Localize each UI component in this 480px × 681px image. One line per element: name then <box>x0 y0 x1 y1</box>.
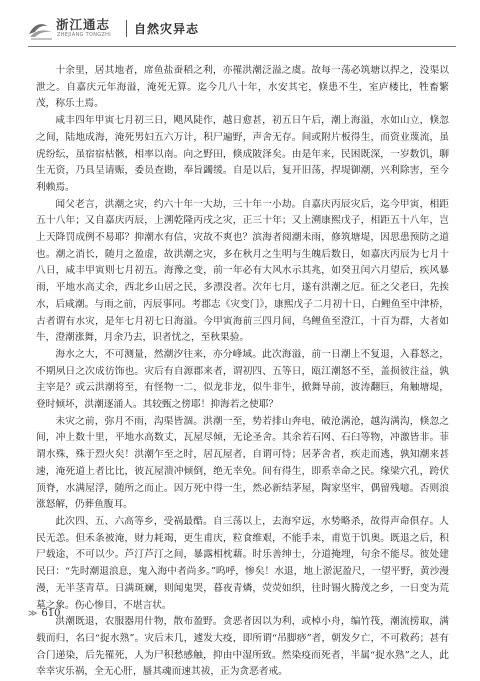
book-subtitle: ZHEJIANG TONGZHI <box>57 32 111 38</box>
section-title: 自然灾异志 <box>134 22 200 36</box>
book-logo <box>28 14 124 44</box>
chevron-right-icon: ≫ <box>28 608 38 619</box>
page-number: 610 <box>41 608 61 619</box>
paragraph: 海水之大，不可测量，然潮汐往来，亦分峰域。此次海溢，前一日潮上不复退，入暮怒之，不期夙日之次成彷饰也。灾后有自源郡来者，谓初四、五等日，瓯江潮怒不至，盖损彼注益，孰主宰是？或云洪潮将至，有怪物一二，似龙非龙，似牛非牛，掀舞导前，波涛翻巨，角触塘堤，登时倾坏，洪潮逐涌人。其较甄之傍耶！抑海若之使耶？ <box>36 348 449 411</box>
paragraph: 未灾之前，弥月不雨，沟渠皆涸。洪潮一至，势若排山奔电，破沧满沧，越沟满沟，倏忽之间，冲上数十里，平地水高数丈，瓦屋尽倾，无论圣舍。其余若石网、石臼等物，冲激皆非。菲谓水殊，殊于烈火矣！洪潮乍至之时，居瓦屋者，自谓可恃；居茅舍者，疾走而逃，孰知潮来甚速，淹死道上者比比，彼瓦屋溃冲倾倒，绝无幸免。间有得生，即系幸命之民。缘梁穴孔，跨伏顶脊，水满屋浮，随所之而止。因万死中得一生，然必新结茅屋，陶家坚牢，偶留残噫。否则浪涨怒解，仍葬鱼腹耳。 <box>36 415 449 511</box>
paragraph: 咸丰四年甲寅七月初三日，飓风陡作，越日愈甚，初五日午后，潮上海溢，水如山立，倏忽之间，陆地成海，淹死男妇五六万计，积尸遍野，声舍无存。间或附片板得生，而资业蔑流，虽虎纷纭，虽宿宿枯骸，相率以南。向之野田，倏成陂泽矣。由是年来，民困既深，一岁数饥，聊生无资，乃具呈请赈，委员查勘，奉旨蠲缓。自是以后，复开旧荡，捍堤御潮，兴利除害，至今利赖焉。 <box>36 115 449 193</box>
wave-logo-icon <box>28 18 54 40</box>
paragraph: 此次四、五、六高等乡，受祸最酷。自三荡以上，去海窄远，水势略杀，故得声命俱存。人民无恙。但禾条被淹，财力耗竭，更生甫庆，粒食维艰，不能手耒，甫览于饥奥。既退之后，积尸载途，不可以少。芦汀芦汀之间，暴露相枕藉。时乐善绅士，分道掩埋，句余不能尽。彼处建民曰：“先时潮退浪息，鬼入海中者尚多。”呜呼，惨矣！水退，地上淤泥盈尺，一望平野，黄沙漫漫，无半茎青草。日满斑斓，则闻鬼哭，暮夜青燐，荧荧如织，往时锡火腾茂之乡，一日变为荒墓之象。伤心惨目，不堪言状。 <box>36 515 449 611</box>
header-rule <box>28 46 456 47</box>
page-footer <box>28 608 61 619</box>
paragraph: 十余里，居其地者，席鱼盐蚕稻之利，亦罹洪潮泛溢之虞。故每一荡必筑塘以捍之，没渠以泄之。自嘉庆元年海溢，淹死无算。迄今几八十年，水安其宅，倏患不生，室庐楼比，牲畜繁茂，称乐土焉。 <box>36 65 449 110</box>
paragraph: 闻父老言，洪潮之灾，约六十年一大劫，三十年一小劫。自嘉庆丙辰灾后，迄今甲寅，相距五十八年；又自嘉庆丙辰，上溯乾隆丙戌之灾，正三十年；又上溯康熙戊子，相距五十八年，岂上天降罚成例不易耶？抑潮水有信，灾故不爽也？滨海者阅潮未雨，修筑塘堤，因思患预防之道也。潮之消长，随月之盈虚，故洪潮之灾，多在秋月之生明与生魄后数日，如嘉庆丙辰为七月十八日，咸丰甲寅则七月初五。海豫之变，前一年必有大风水示其兆，如癸丑闰六月望后，疾风暴雨，平地水高丈余，西北乡山居之民，多漂没者。次年七月，遂有洪潮之厄。征之父老曰，先挨水，后咸潮。与雨之前，丙辰事同。考郡志《灾变门》，康熙戊子二月初十日，白鲤鱼至中津桥，古者谓有水灾，是年七月初七日海溢。今甲寅海前三四月间，乌鲤鱼至澄江，十百为群，大者如牛，澄潮涨舞，月余乃去，识者忧之，至秋果验。 <box>36 198 449 344</box>
body-text <box>36 63 449 681</box>
paragraph: 洪潮既退，农服器用什物，散布盈野。贪恶者因以为利，或棹小舟，编竹筏，潮流捞取，满载而归，名曰“捉水熟”。灾后未几，遽发大疫，即所谓“吊脚痧”者，朝发夕亡，不可救药；甚有合门递染，后先罹死，人为尸积愁感触，抑由中湿所致。然染疫而死者，半属“捉水熟”之人，此幸幸灾乐祸，全无心肝，蜃其魂而速其祓，正为贪恶者戒。 <box>36 616 449 678</box>
book-title: 浙江通志 <box>56 17 111 32</box>
page-header <box>28 12 456 46</box>
header-divider <box>126 20 127 37</box>
